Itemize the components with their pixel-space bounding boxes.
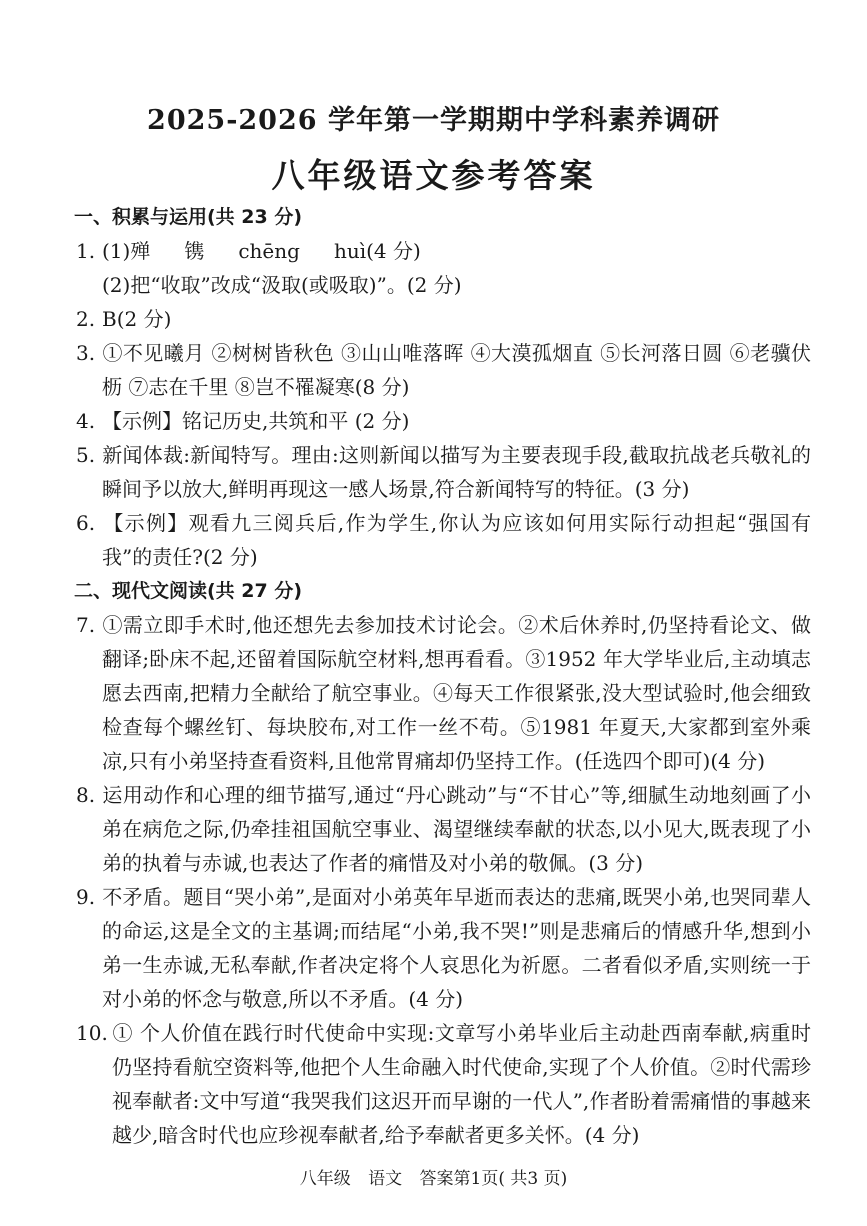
answer-text: B(2 分) xyxy=(102,307,172,331)
answer-text: 运用动作和心理的细节描写,通过“丹心跳动”与“不甘心”等,细腻生动地刻画了小弟在病危之际,仍牵挂祖国航空事业、渴望继续奉献的状态,以小见大,既表现了小弟的执着与赤诚,也表达了作者的痛惜及对小弟的敬佩。(3 分) xyxy=(102,783,811,875)
answer-4 xyxy=(76,404,811,438)
footer-page-number: 答案第1页( 共3 页) xyxy=(419,1169,568,1189)
question-number: 7. xyxy=(76,613,96,637)
page-footer xyxy=(0,1164,867,1189)
answer-1-part-1a: (1)殚 xyxy=(102,239,151,263)
section-heading-1: 一、积累与运用(共 23 分) xyxy=(74,206,303,228)
answer-5 xyxy=(76,438,811,506)
answer-6 xyxy=(76,506,811,574)
question-number: 4. xyxy=(76,409,96,433)
question-number: 3. xyxy=(76,341,96,365)
answer-2 xyxy=(76,302,811,336)
question-number: 8. xyxy=(76,783,96,807)
answer-text: 【示例】观看九三阅兵后,作为学生,你认为应该如何用实际行动担起“强国有我”的责任?(2 分) xyxy=(102,511,811,569)
answer-7 xyxy=(76,608,811,778)
answer-text: ①需立即手术时,他还想先去参加技术讨论会。②术后休养时,仍坚持看论文、做翻译;卧床不起,还留着国际航空材料,想再看看。③1952 年大学毕业后,主动填志愿去西南,把精力全献给了航空事业。④每天工作很紧张,没大型试验时,他会细致检查每个螺丝钉、每块胶布,对工作一丝不苟。⑤1981 年夏天,大家都到室外乘凉,只有小弟坚持查看资料,且他常胃痛却仍坚持工作。(任选四个即可)(4 分) xyxy=(102,613,811,773)
answer-text: ① 个人价值在践行时代使命中实现:文章写小弟毕业后主动赴西南奉献,病重时仍坚持看航空资料等,他把个人生命融入时代使命,实现了个人价值。②时代需珍视奉献者:文中写道“我哭我们这迟开而早谢的一代人”,作者盼着需痛惜的事越来越少,暗含时代也应珍视奉献者,给予奉献者更多关怀。(4 分) xyxy=(112,1021,811,1147)
section-heading-2: 二、现代文阅读(共 27 分) xyxy=(74,580,303,602)
question-number: 9. xyxy=(76,885,96,909)
question-number: 6. xyxy=(76,511,96,535)
answer-1-part-1d: huì(4 分) xyxy=(333,239,421,263)
answer-text: 不矛盾。题目“哭小弟”,是面对小弟英年早逝而表达的悲痛,既哭小弟,也哭同辈人的命运,这是全文的主基调;而结尾“小弟,我不哭!”则是悲痛后的情感升华,想到小弟一生赤诚,无私奉献,作者决定将个人哀思化为祈愿。二者看似矛盾,实则统一于对小弟的怀念与敬意,所以不矛盾。(4 分) xyxy=(102,885,811,1011)
answer-1-part-1c: chēng xyxy=(238,239,300,263)
question-number: 1. xyxy=(76,239,96,263)
footer-subject: 语文 xyxy=(368,1169,403,1189)
answer-1-part-2: (2)把“收取”改成“汲取(或吸取)”。(2 分) xyxy=(102,273,462,297)
question-number: 5. xyxy=(76,443,96,467)
answer-text: 新闻体裁:新闻特写。理由:这则新闻以描写为主要表现手段,截取抗战老兵敬礼的瞬间予以放大,鲜明再现这一感人场景,符合新闻特写的特征。(3 分) xyxy=(102,443,811,501)
question-number: 2. xyxy=(76,307,96,331)
answer-3 xyxy=(76,336,811,404)
exam-title: 2025-2026 学年第一学期期中学科素养调研 xyxy=(147,105,720,136)
answer-10 xyxy=(76,1016,811,1152)
answer-9 xyxy=(76,880,811,1016)
answer-text: ①不见曦月 ②树树皆秋色 ③山山唯落晖 ④大漠孤烟直 ⑤长河落日圆 ⑥老骥伏枥 ⑦志在千里 ⑧岂不罹凝寒(8 分) xyxy=(102,341,811,399)
answer-content xyxy=(76,200,811,1152)
footer-grade: 八年级 xyxy=(299,1169,351,1189)
question-number: 10. xyxy=(76,1021,108,1045)
answer-1 xyxy=(76,234,811,268)
answer-key-title: 八年级语文参考答案 xyxy=(271,156,596,195)
answer-text: 【示例】铭记历史,共筑和平 (2 分) xyxy=(102,409,410,433)
answer-8 xyxy=(76,778,811,880)
answer-1-part-1b: 镌 xyxy=(184,239,205,263)
